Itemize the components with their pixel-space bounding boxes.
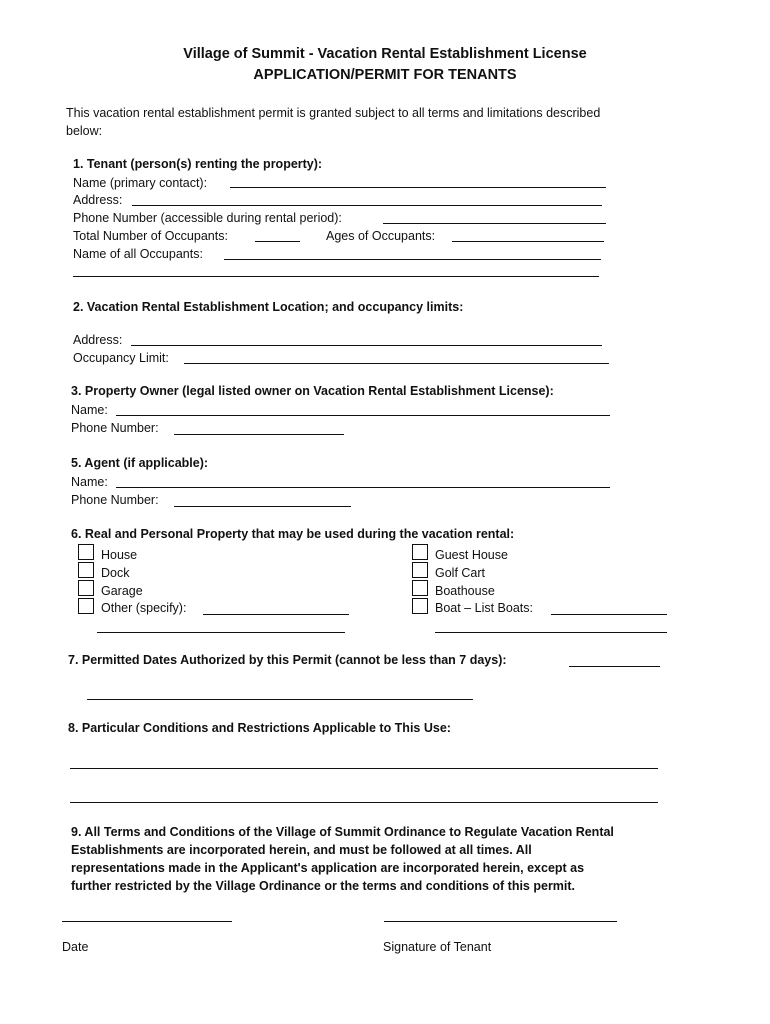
checkbox-guest-house[interactable] (412, 544, 428, 560)
tenant-phone-field[interactable] (383, 223, 606, 224)
agent-phone-label: Phone Number: (71, 493, 159, 507)
conditions-field-line2[interactable] (70, 802, 658, 803)
option-golf-cart-label: Golf Cart (435, 566, 486, 580)
owner-name-field[interactable] (116, 415, 610, 416)
section8-heading: 8. Particular Conditions and Restrictions Applicable to This Use: (68, 721, 451, 735)
option-guest-house-label: Guest House (435, 548, 508, 562)
tenant-name-field[interactable] (230, 187, 606, 188)
tenant-phone-label: Phone Number (accessible during rental period): (73, 211, 342, 225)
option-other-label: Other (specify): (101, 601, 187, 615)
tenant-address-label: Address: (73, 193, 123, 207)
form-subtitle: APPLICATION/PERMIT FOR TENANTS (253, 67, 517, 83)
total-occupants-label: Total Number of Occupants: (73, 229, 228, 243)
owner-phone-label: Phone Number: (71, 421, 159, 435)
section9-line4: further restricted by the Village Ordinance or the terms and conditions of this permit. (71, 879, 576, 893)
location-address-label: Address: (73, 333, 123, 347)
section2-heading: 2. Vacation Rental Establishment Location; and occupancy limits: (73, 300, 464, 314)
boat-list-field-line2[interactable] (435, 632, 667, 633)
option-boat-label: Boat – List Boats: (435, 601, 533, 615)
boat-list-field[interactable] (551, 614, 667, 615)
permitted-dates-field-line2[interactable] (87, 699, 473, 700)
option-dock-label: Dock (101, 566, 130, 580)
other-specify-field-line2[interactable] (97, 632, 345, 633)
section6-heading: 6. Real and Personal Property that may be used during the vacation rental: (71, 527, 515, 541)
section9-line3: representations made in the Applicant's application are incorporated herein, except as (71, 861, 585, 875)
agent-name-label: Name: (71, 475, 108, 489)
occupant-names-field-line2[interactable] (73, 276, 599, 277)
checkbox-other[interactable] (78, 598, 94, 614)
section9-line1: 9. All Terms and Conditions of the Village of Summit Ordinance to Regulate Vacation Rental (71, 825, 614, 839)
checkbox-boat[interactable] (412, 598, 428, 614)
agent-phone-field[interactable] (174, 506, 351, 507)
option-house-label: House (101, 548, 138, 562)
ages-occupants-field[interactable] (452, 241, 604, 242)
checkbox-house[interactable] (78, 544, 94, 560)
other-specify-field[interactable] (203, 614, 349, 615)
permitted-dates-field[interactable] (569, 666, 660, 667)
occupancy-limit-field[interactable] (184, 363, 609, 364)
tenant-name-label: Name (primary contact): (73, 176, 208, 190)
form-title: Village of Summit - Vacation Rental Establishment License (183, 46, 587, 62)
intro-text-line1: This vacation rental establishment permit is granted subject to all terms and limitations described (66, 106, 601, 120)
section3-heading: 3. Property Owner (legal listed owner on Vacation Rental Establishment License): (71, 384, 554, 398)
section5-heading: 5. Agent (if applicable): (71, 456, 209, 470)
section7-heading: 7. Permitted Dates Authorized by this Permit (cannot be less than 7 days): (68, 653, 507, 667)
date-signature-line[interactable] (62, 921, 232, 922)
section9-line2: Establishments are incorporated herein, and must be followed at all times. All (71, 843, 532, 857)
date-label: Date (62, 940, 89, 954)
occupant-names-label: Name of all Occupants: (73, 247, 203, 261)
checkbox-garage[interactable] (78, 580, 94, 596)
checkbox-boathouse[interactable] (412, 580, 428, 596)
tenant-signature-line[interactable] (384, 921, 617, 922)
total-occupants-field[interactable] (255, 241, 300, 242)
option-garage-label: Garage (101, 584, 143, 598)
conditions-field-line1[interactable] (70, 768, 658, 769)
occupancy-limit-label: Occupancy Limit: (73, 351, 169, 365)
owner-phone-field[interactable] (174, 434, 344, 435)
ages-occupants-label: Ages of Occupants: (326, 229, 436, 243)
owner-name-label: Name: (71, 403, 108, 417)
location-address-field[interactable] (131, 345, 602, 346)
tenant-signature-label: Signature of Tenant (383, 940, 492, 954)
option-boathouse-label: Boathouse (435, 584, 495, 598)
agent-name-field[interactable] (116, 487, 610, 488)
checkbox-golf-cart[interactable] (412, 562, 428, 578)
section1-heading: 1. Tenant (person(s) renting the property): (73, 157, 323, 171)
occupant-names-field[interactable] (224, 259, 601, 260)
tenant-address-field[interactable] (132, 205, 602, 206)
checkbox-dock[interactable] (78, 562, 94, 578)
intro-text-line2: below: (66, 124, 103, 138)
